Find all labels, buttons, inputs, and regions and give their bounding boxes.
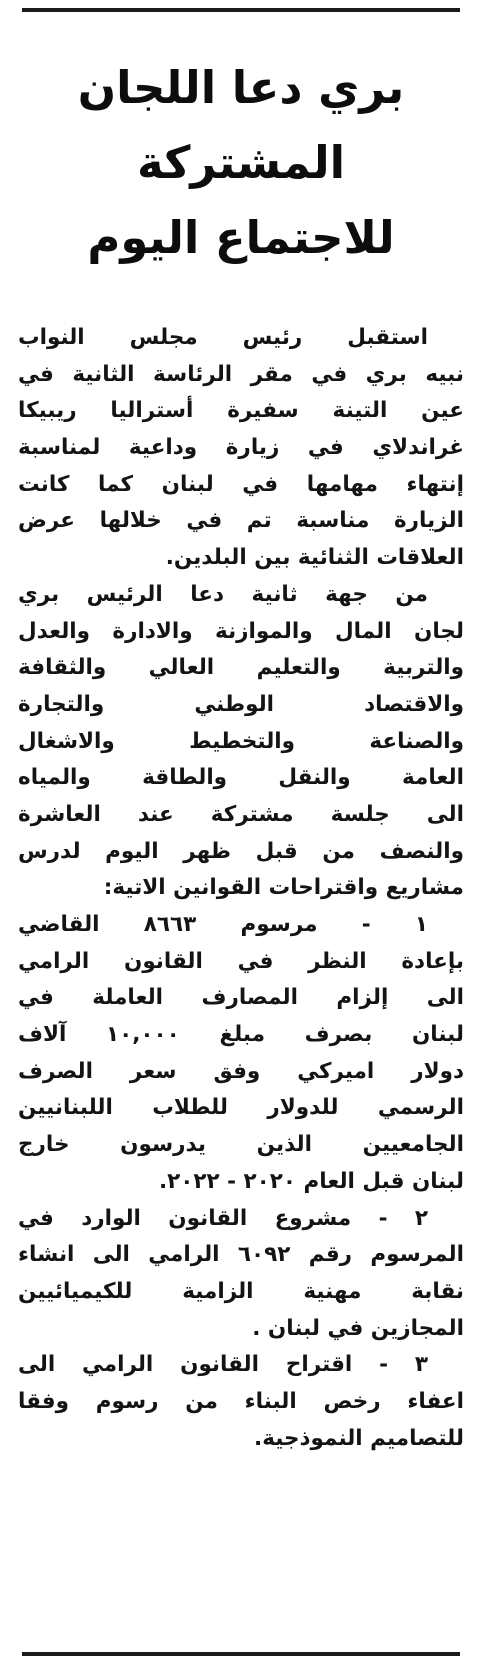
paragraph-committees (18, 577, 464, 907)
headline (30, 50, 452, 275)
text-line: الى جلسة مشتركة عند العاشرة (18, 801, 464, 827)
text-line: والتربية والتعليم العالي والثقافة (18, 655, 464, 681)
text-line: والصناعة والتخطيط والاشغال (18, 728, 464, 754)
text-line: استقبل رئيس مجلس النواب (18, 325, 428, 350)
text-line: إنتهاء مهامها في لبنان كما كانت (18, 471, 464, 497)
text-line: لبنان بصرف مبلغ ١٠,٠٠٠ آلاف (18, 1022, 464, 1048)
text-line: والنصف من قبل ظهر اليوم لدرس (18, 838, 464, 864)
text-line: المرسوم رقم ٦٠٩٢ الرامي الى انشاء (18, 1242, 464, 1268)
text-line: العامة والنقل والطاقة والمياه (18, 765, 464, 791)
article-body (18, 320, 464, 1457)
text-line: من جهة ثانية دعا الرئيس بري (18, 581, 428, 607)
text-line: ٢ - مشروع القانون الوارد في (18, 1205, 428, 1231)
text-line: الى إلزام المصارف العاملة في (18, 985, 464, 1011)
text-line: العلاقات الثنائية بين البلدين. (165, 545, 464, 571)
text-line: للتصاميم النموذجية. (254, 1425, 464, 1451)
bottom-rule (22, 1652, 460, 1656)
text-line: والاقتصاد الوطني والتجارة (18, 691, 464, 717)
text-line: الزيارة مناسبة تم في خلالها عرض (18, 508, 464, 534)
agenda-item-1 (18, 907, 464, 1201)
text-line: عين التينة سفيرة أستراليا ريبيكا (18, 398, 464, 424)
text-line: بإعادة النظر في القانون الرامي (18, 948, 464, 974)
text-line: مشاريع واقتراحات القوانين الاتية: (103, 875, 464, 901)
text-line: نقابة مهنية الزامية للكيميائيين (18, 1278, 464, 1304)
headline-line: بري دعا اللجان (77, 61, 405, 114)
text-line: اعفاء رخص البناء من رسوم وفقا (18, 1388, 464, 1414)
text-line: نبيه بري في مقر الرئاسة الثانية في (18, 361, 464, 387)
headline-line: للاجتماع اليوم (87, 211, 395, 264)
paragraph-intro (18, 320, 464, 577)
agenda-item-2 (18, 1201, 464, 1348)
text-line: الرسمي للدولار للطلاب اللبنانيين (18, 1095, 464, 1121)
text-line: ١ - مرسوم ٨٦٦٣ القاضي (18, 912, 428, 937)
text-line: غراندلاي في زيارة وداعية لمناسبة (18, 435, 464, 461)
text-line: لجان المال والموازنة والادارة والعدل (18, 618, 464, 644)
text-line: لبنان قبل العام ٢٠٢٠ - ٢٠٢٢. (158, 1168, 464, 1194)
agenda-item-3 (18, 1347, 464, 1457)
headline-line: المشتركة (136, 136, 346, 189)
text-line: المجازين في لبنان . (252, 1315, 464, 1341)
text-line: دولار اميركي وفق سعر الصرف (18, 1058, 464, 1084)
top-rule (22, 8, 460, 12)
text-line: ٣ - اقتراح القانون الرامي الى (18, 1352, 428, 1378)
text-line: الجامعيين الذين يدرسون خارج (18, 1132, 464, 1158)
